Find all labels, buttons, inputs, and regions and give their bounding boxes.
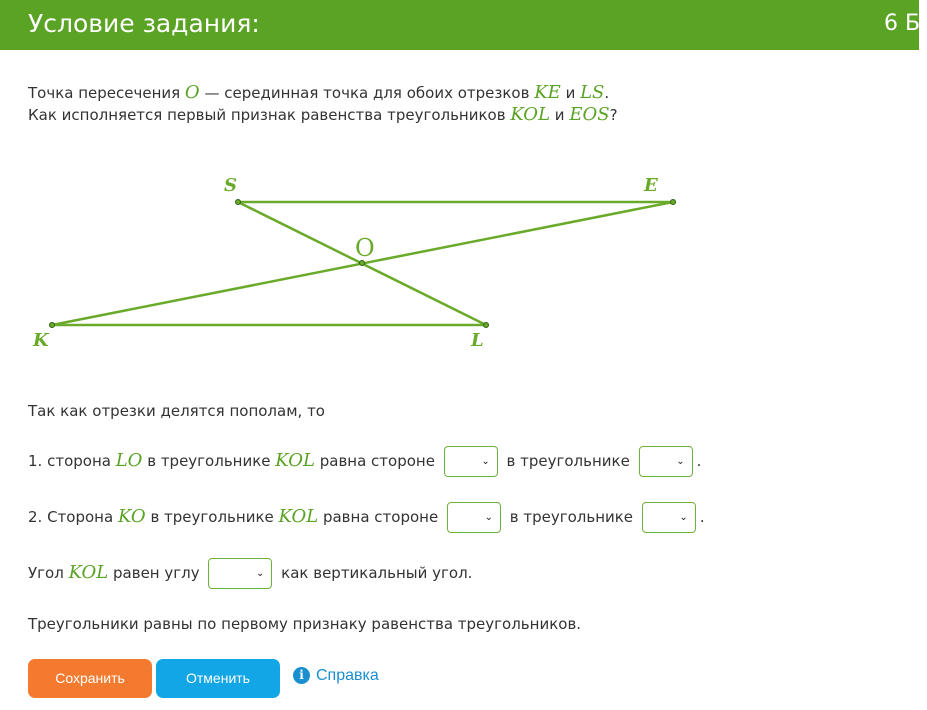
side-select-2[interactable] xyxy=(447,502,501,533)
side-select-1[interactable] xyxy=(444,446,498,477)
chevron-down-icon: ⌄ xyxy=(676,456,685,467)
label-L: L xyxy=(471,330,484,351)
statement-text: . xyxy=(696,452,702,470)
statement-text: равна стороне xyxy=(318,508,443,526)
statement-text: Сторона xyxy=(42,508,118,526)
math-KOL: KOL xyxy=(510,104,551,125)
point-E xyxy=(671,200,676,205)
math-KO: KO xyxy=(117,506,146,527)
label-E: E xyxy=(644,175,658,196)
statement-text: . xyxy=(699,508,705,526)
label-S: S xyxy=(224,175,237,196)
math-O: O xyxy=(184,82,200,103)
math-KOL: KOL xyxy=(275,450,315,471)
task-points: 6 Б. xyxy=(884,11,927,36)
chevron-down-icon: ⌄ xyxy=(484,512,493,523)
math-KOL: KOL xyxy=(68,562,109,583)
statement-1 xyxy=(28,446,701,477)
label-K: K xyxy=(33,330,49,351)
statement-text: в треугольнике xyxy=(142,452,276,470)
save-button[interactable]: Сохранить xyxy=(28,659,152,698)
statement-text: в треугольнике xyxy=(501,452,635,470)
math-EOS: EOS xyxy=(569,104,610,125)
intro-text: Как исполняется первый признак равенства треугольников xyxy=(28,106,511,124)
info-icon: i xyxy=(293,667,310,684)
intro-text: . xyxy=(604,84,610,102)
statement-2 xyxy=(28,502,705,533)
point-L xyxy=(484,323,489,328)
intro-text: — серединная точка для обоих отрезков xyxy=(199,84,535,102)
since-text: Так как отрезки делятся пополам, то xyxy=(28,402,325,420)
chevron-down-icon: ⌄ xyxy=(679,512,688,523)
math-LS: LS xyxy=(580,82,605,103)
point-K xyxy=(50,323,55,328)
math-KE: KE xyxy=(534,82,561,103)
task-title: Условие задания: xyxy=(28,9,260,38)
math-LO: LO xyxy=(115,450,143,471)
help-label: Справка xyxy=(316,667,379,684)
conclusion-text: Треугольники равны по первому признаку равенства треугольников. xyxy=(28,615,582,633)
cancel-button[interactable]: Отменить xyxy=(156,659,280,698)
statement-text: равен углу xyxy=(108,564,205,582)
statement-text: сторона xyxy=(42,452,116,470)
intro-text: Точка пересечения xyxy=(28,84,185,102)
point-S xyxy=(236,200,241,205)
statement-text: равна стороне xyxy=(314,452,440,470)
intro-text: и xyxy=(560,84,581,102)
statement-text: в треугольнике xyxy=(145,508,279,526)
statement-text: Угол xyxy=(28,564,69,582)
triangle-select-1[interactable] xyxy=(639,446,693,477)
statement-text: как вертикальный угол. xyxy=(276,564,473,582)
math-KOL: KOL xyxy=(278,506,319,527)
chevron-down-icon: ⌄ xyxy=(255,568,265,579)
statement-number: 2. xyxy=(28,508,43,526)
intro-text: ? xyxy=(609,106,618,124)
angle-select[interactable] xyxy=(208,558,272,589)
help-link[interactable] xyxy=(293,667,379,685)
intro-text: и xyxy=(550,106,570,124)
statement-text: в треугольнике xyxy=(504,508,638,526)
statement-number: 1. xyxy=(28,452,43,470)
chevron-down-icon: ⌄ xyxy=(481,456,490,467)
triangle-select-2[interactable] xyxy=(642,502,696,533)
label-O: O xyxy=(355,234,375,262)
angle-statement xyxy=(28,558,472,589)
